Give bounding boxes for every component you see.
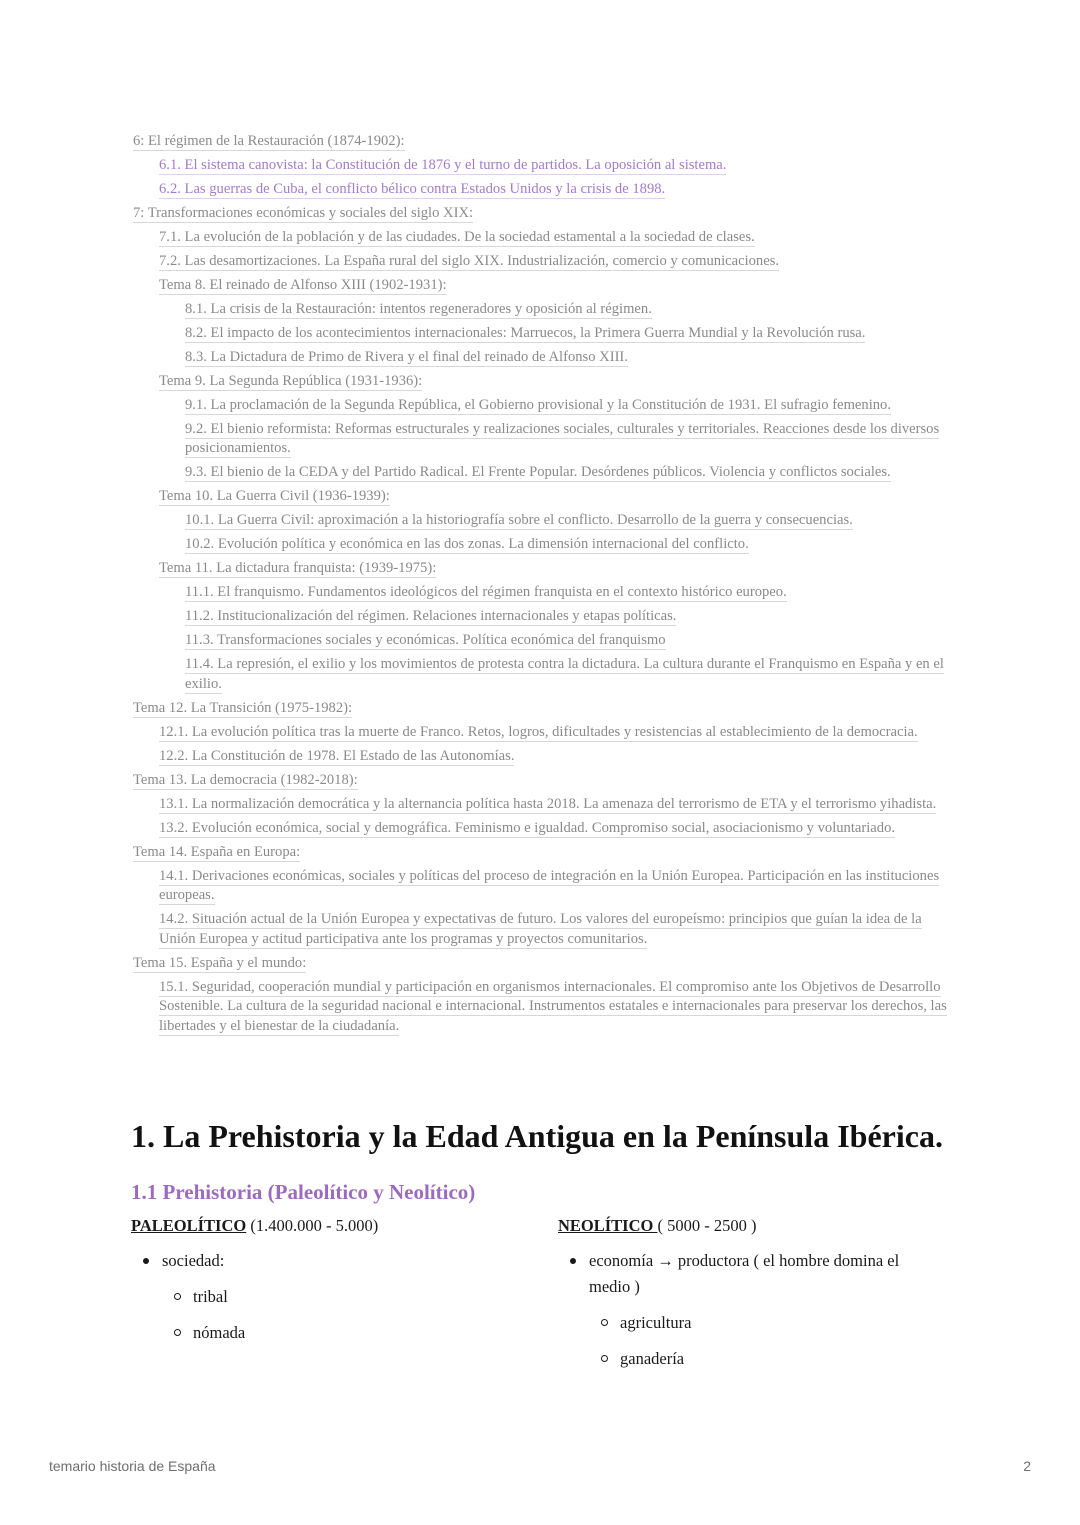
toc-link[interactable] bbox=[133, 276, 953, 296]
toc-link[interactable] bbox=[133, 132, 953, 152]
toc-link[interactable] bbox=[133, 978, 953, 1037]
toc-link[interactable] bbox=[133, 655, 953, 694]
toc-link[interactable] bbox=[133, 867, 953, 906]
toc-link[interactable] bbox=[133, 487, 953, 507]
toc-link[interactable] bbox=[133, 420, 953, 459]
toc-link-text: 6.2. Las guerras de Cuba, el conflicto bélico contra Estados Unidos y la crisis de 1898. bbox=[159, 180, 666, 197]
toc-link[interactable] bbox=[133, 324, 953, 344]
toc-link[interactable] bbox=[133, 910, 953, 949]
toc-link[interactable] bbox=[133, 300, 953, 320]
section-heading: 1. La Prehistoria y la Edad Antigua en la Península Ibérica. bbox=[131, 1118, 943, 1154]
list-item: ganadería bbox=[589, 1346, 938, 1372]
toc-link[interactable] bbox=[133, 156, 953, 176]
toc-link-text: 9.2. El bienio reformista: Reformas estructurales y realizaciones sociales, culturales y territoriales. Reacciones desde los diversos posicionamientos. bbox=[185, 420, 940, 457]
toc-link-text: 9.3. El bienio de la CEDA y del Partido Radical. El Frente Popular. Desórdenes públicos. Violencia y conflictos sociales. bbox=[185, 464, 891, 481]
toc-link[interactable] bbox=[133, 559, 953, 579]
subsection-heading: 1.1 Prehistoria (Paleolítico y Neolítico) bbox=[131, 1180, 476, 1204]
toc-link-text: Tema 15. España y el mundo: bbox=[133, 954, 307, 971]
neolitico-column bbox=[558, 1214, 938, 1382]
toc-link-text: 8.3. La Dictadura de Primo de Rivera y el final del reinado de Alfonso XIII. bbox=[185, 348, 628, 365]
neolitico-header bbox=[558, 1214, 938, 1238]
paleolitico-bullet: sociedad: bbox=[162, 1251, 225, 1270]
list-item: agricultura bbox=[589, 1310, 938, 1336]
toc-link[interactable] bbox=[133, 843, 953, 863]
toc-link-text: 6.1. El sistema canovista: la Constitución de 1876 y el turno de partidos. La oposición al sistema. bbox=[159, 156, 727, 173]
toc-link-text: 12.1. La evolución política tras la muerte de Franco. Retos, logros, dificultades y resistencias al establecimiento de la democracia. bbox=[159, 723, 918, 740]
paleolitico-range: (1.400.000 - 5.000) bbox=[246, 1216, 379, 1235]
toc-link[interactable] bbox=[133, 204, 953, 224]
toc-link-text: 13.1. La normalización democrática y la alternancia política hasta 2018. La amenaza del terrorismo de ETA y el terrorismo yihadista. bbox=[159, 795, 937, 812]
toc-link[interactable] bbox=[133, 723, 953, 743]
paleolitico-column bbox=[131, 1214, 531, 1356]
toc-link-text: Tema 13. La democracia (1982-2018): bbox=[133, 771, 358, 788]
toc-link-text: 7: Transformaciones económicas y sociales del siglo XIX: bbox=[133, 204, 474, 221]
toc-link-text: 14.2. Situación actual de la Unión Europea y expectativas de futuro. Los valores del europeísmo: principios que guían la idea de la Unión Europea y actitud participativa ante los programas y proyectos comunitarios. bbox=[159, 911, 922, 947]
list-item bbox=[558, 1248, 938, 1372]
list-item: tribal bbox=[162, 1284, 531, 1310]
list-item: nómada bbox=[162, 1320, 531, 1346]
toc-link-text: Tema 10. La Guerra Civil (1936-1939): bbox=[159, 488, 390, 505]
toc-link-text: 14.1. Derivaciones económicas, sociales y políticas del proceso de integración en la Unión Europea. Participación en las instituciones europeas. bbox=[159, 867, 940, 904]
toc-link[interactable] bbox=[133, 535, 953, 555]
toc-link[interactable] bbox=[133, 819, 953, 839]
table-of-contents bbox=[133, 132, 953, 1041]
footer-page-number: 2 bbox=[1023, 1458, 1031, 1474]
neolitico-sublist bbox=[589, 1310, 938, 1372]
toc-link-text: 9.1. La proclamación de la Segunda República, el Gobierno provisional y la Constitución de 1931. El sufragio femenino. bbox=[185, 396, 892, 413]
paleolitico-title: PALEOLÍTICO bbox=[131, 1216, 247, 1235]
paleolitico-list bbox=[131, 1248, 531, 1346]
toc-link[interactable] bbox=[133, 463, 953, 483]
paleolitico-header bbox=[131, 1214, 531, 1238]
toc-link-text: 7.1. La evolución de la población y de las ciudades. De la sociedad estamental a la sociedad de clases. bbox=[159, 228, 755, 245]
toc-link-text: 11.3. Transformaciones sociales y económicas. Política económica del franquismo bbox=[185, 632, 666, 649]
toc-link-text: 11.1. El franquismo. Fundamentos ideológicos del régimen franquista en el contexto histórico europeo. bbox=[185, 584, 787, 601]
toc-link[interactable] bbox=[133, 631, 953, 651]
toc-link[interactable] bbox=[133, 396, 953, 416]
toc-link[interactable] bbox=[133, 607, 953, 627]
toc-link-text: 15.1. Seguridad, cooperación mundial y participación en organismos internacionales. El compromiso ante los Objetivos de Desarrollo Sostenible. La cultura de la seguridad nacional e internacional. Instrumentos estatales e internacionales para preservar los derechos, las libertades y el bienestar de la ciudadanía. bbox=[159, 978, 947, 1035]
toc-link[interactable] bbox=[133, 228, 953, 248]
list-item bbox=[131, 1248, 531, 1346]
toc-link-text: Tema 8. El reinado de Alfonso XIII (1902-1931): bbox=[159, 276, 447, 293]
toc-link-text: 10.2. Evolución política y económica en las dos zonas. La dimensión internacional del conflicto. bbox=[185, 536, 749, 553]
toc-link[interactable] bbox=[133, 511, 953, 531]
toc-link-text: 13.2. Evolución económica, social y demográfica. Feminismo e igualdad. Compromiso social, asociacionismo y voluntariado. bbox=[159, 819, 896, 836]
toc-link-text: 10.1. La Guerra Civil: aproximación a la historiografía sobre el conflicto. Desarrollo de la guerra y consecuencias. bbox=[185, 512, 853, 529]
toc-link[interactable] bbox=[133, 771, 953, 791]
toc-link[interactable] bbox=[133, 583, 953, 603]
toc-link[interactable] bbox=[133, 180, 953, 200]
toc-link[interactable] bbox=[133, 252, 953, 272]
toc-link-text: Tema 12. La Transición (1975-1982): bbox=[133, 699, 353, 716]
toc-link-text: 6: El régimen de la Restauración (1874-1902): bbox=[133, 133, 405, 149]
paleolitico-sublist bbox=[162, 1284, 531, 1346]
toc-link-text: 11.2. Institucionalización del régimen. Relaciones internacionales y etapas políticas. bbox=[185, 608, 677, 625]
footer-doc-title: temario historia de España bbox=[49, 1458, 216, 1474]
neolitico-bullet: economía → productora ( el hombre domina el medio ) bbox=[589, 1251, 900, 1296]
toc-link[interactable] bbox=[133, 699, 953, 719]
toc-link[interactable] bbox=[133, 372, 953, 392]
toc-link-text: 11.4. La represión, el exilio y los movimientos de protesta contra la dictadura. La cultura durante el Franquismo en España y en el exilio. bbox=[185, 656, 944, 692]
toc-link-text: 8.2. El impacto de los acontecimientos internacionales: Marruecos, la Primera Guerra Mundial y la Revolución rusa. bbox=[185, 324, 866, 341]
neolitico-range: ( 5000 - 2500 ) bbox=[657, 1216, 757, 1235]
toc-link-text: Tema 11. La dictadura franquista: (1939-1975): bbox=[159, 560, 437, 577]
toc-link[interactable] bbox=[133, 954, 953, 974]
toc-link-text: Tema 14. España en Europa: bbox=[133, 843, 301, 860]
toc-link-text: 7.2. Las desamortizaciones. La España rural del siglo XIX. Industrialización, comercio y comunicaciones. bbox=[159, 252, 780, 269]
neolitico-list bbox=[558, 1248, 938, 1372]
toc-link-text: 8.1. La crisis de la Restauración: intentos regeneradores y oposición al régimen. bbox=[185, 300, 652, 317]
toc-link[interactable] bbox=[133, 747, 953, 767]
toc-link-text: Tema 9. La Segunda República (1931-1936): bbox=[159, 372, 423, 389]
toc-link[interactable] bbox=[133, 348, 953, 368]
toc-link[interactable] bbox=[133, 795, 953, 815]
toc-link-text: 12.2. La Constitución de 1978. El Estado de las Autonomías. bbox=[159, 747, 515, 764]
neolitico-title: NEOLÍTICO bbox=[558, 1216, 658, 1235]
